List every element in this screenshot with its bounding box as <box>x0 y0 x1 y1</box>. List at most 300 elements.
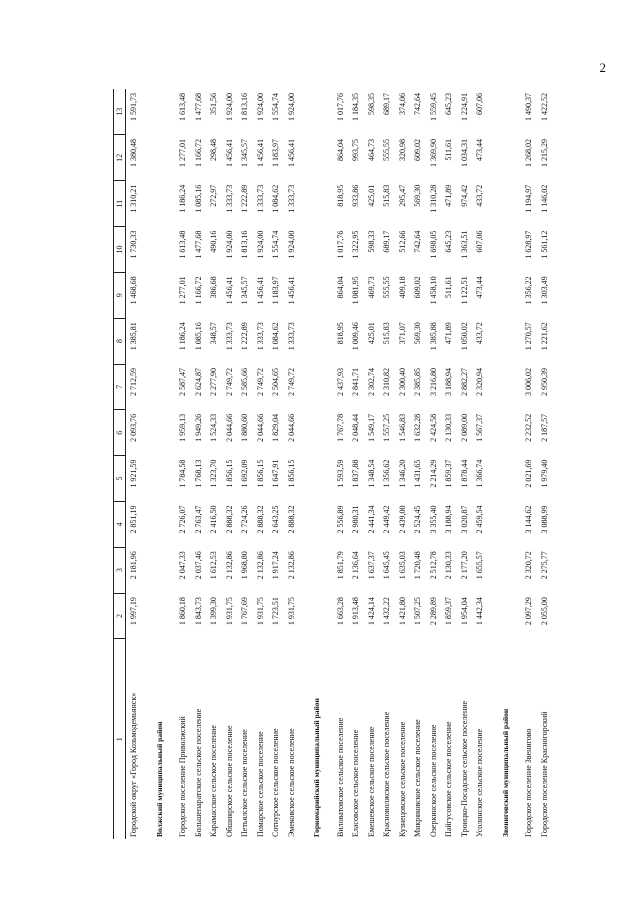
value-cell: 1 784,58 <box>178 459 188 488</box>
value-cell: 1 366,74 <box>475 459 485 488</box>
settlement-name: Микряковское сельское поселение <box>413 719 423 837</box>
value-cell: 295,47 <box>397 184 407 207</box>
table-row <box>521 89 537 839</box>
value-cell: 1 333,73 <box>224 184 234 213</box>
value-cell: 2 055,00 <box>539 597 549 626</box>
value-cell: 609,02 <box>413 138 423 161</box>
value-cell: 2 882,27 <box>459 368 469 397</box>
settlement-name: Еласовское сельское поселение <box>351 729 361 837</box>
column-header: 6 <box>114 410 126 456</box>
value-cell: 2 585,66 <box>240 368 250 397</box>
settlement-name: Виловатовское сельское поселение <box>335 717 345 837</box>
value-cell: 1 507,25 <box>413 597 423 626</box>
value-cell: 1 356,22 <box>524 276 534 305</box>
table-row <box>426 89 442 839</box>
value-cell: 433,72 <box>475 322 485 345</box>
value-cell: 598,35 <box>366 93 376 115</box>
value-cell: 1 166,72 <box>193 138 203 167</box>
value-cell: 2 302,74 <box>366 368 376 397</box>
value-cell: 1 431,65 <box>413 459 423 488</box>
spacer-cell <box>167 89 175 839</box>
value-cell: 2 587,47 <box>178 368 188 397</box>
value-cell: 607,06 <box>475 93 485 115</box>
spacer-row <box>325 89 333 839</box>
value-cell: 512,66 <box>397 230 407 253</box>
value-cell: 1 268,02 <box>524 138 534 167</box>
table-row <box>191 89 207 839</box>
column-header: 11 <box>114 181 126 227</box>
value-cell: 1 456,41 <box>255 276 265 305</box>
column-header: 1 <box>114 639 126 839</box>
table-header-row <box>114 89 126 839</box>
value-cell: 1 829,04 <box>271 413 281 442</box>
value-cell: 511,61 <box>444 138 454 161</box>
value-cell: 1 924,00 <box>286 93 296 121</box>
value-cell: 1 456,41 <box>286 276 296 305</box>
value-cell: 689,17 <box>382 93 392 115</box>
value-cell: 2 093,76 <box>129 413 139 442</box>
value-cell: 2 749,72 <box>286 368 296 397</box>
settlement-name: Красноволжское сельское поселение <box>382 711 392 837</box>
spacer-row <box>167 89 175 839</box>
value-cell: 2 187,57 <box>539 413 549 442</box>
value-cell: 2 441,34 <box>366 505 376 534</box>
value-cell: 2 232,52 <box>524 413 534 442</box>
value-cell: 1 917,24 <box>271 551 281 580</box>
value-cell: 2 320,94 <box>475 368 485 397</box>
value-cell: 2 130,33 <box>444 413 454 442</box>
value-cell: 2 136,64 <box>351 551 361 580</box>
value-cell: 1 931,75 <box>224 597 234 626</box>
value-cell: 645,23 <box>444 93 454 115</box>
value-cell: 569,30 <box>413 184 423 207</box>
table-row <box>537 89 553 839</box>
value-cell: 1 632,28 <box>413 413 423 442</box>
value-cell: 2 512,78 <box>428 551 438 580</box>
value-cell: 1 954,04 <box>459 597 469 626</box>
spacer-row <box>142 89 150 839</box>
page-number: 2 <box>599 60 606 75</box>
value-cell: 933,86 <box>351 184 361 207</box>
value-cell: 2 749,72 <box>255 368 265 397</box>
value-cell: 1 084,62 <box>271 322 281 351</box>
settlement-name: Обшиярское сельское поселение <box>224 725 234 837</box>
spacer-cell <box>513 89 521 839</box>
value-cell: 1 720,48 <box>413 551 423 580</box>
value-cell: 2 044,66 <box>255 413 265 442</box>
value-cell: 515,83 <box>382 322 392 345</box>
value-cell: 2 416,50 <box>209 505 219 534</box>
value-cell: 1 422,52 <box>539 93 549 121</box>
value-cell: 1 222,89 <box>240 184 250 213</box>
value-cell: 2 277,90 <box>209 368 219 397</box>
value-cell: 272,97 <box>209 184 219 207</box>
value-cell: 2 888,32 <box>286 505 296 534</box>
value-cell: 1 968,80 <box>240 551 250 580</box>
value-cell: 598,33 <box>366 230 376 253</box>
value-cell: 864,04 <box>335 276 345 299</box>
value-cell: 1 997,19 <box>129 597 139 626</box>
value-cell: 1 637,37 <box>366 551 376 580</box>
value-cell: 1 924,00 <box>255 93 265 121</box>
section-title: Волжский муниципальный район <box>154 721 164 837</box>
settlement-name: Помарское сельское поселение <box>255 731 265 837</box>
value-cell: 1 017,76 <box>335 230 345 259</box>
value-cell: 1 612,53 <box>209 551 219 580</box>
value-cell: 1 477,68 <box>193 230 203 259</box>
settlement-name: Сотнурское сельское поселение <box>271 728 281 837</box>
value-cell: 1 186,24 <box>178 322 188 351</box>
value-cell: 2 524,45 <box>413 505 423 534</box>
settlement-name: Кузнецовское сельское поселение <box>397 721 407 837</box>
value-cell: 386,68 <box>209 276 219 299</box>
value-cell: 1 663,28 <box>335 597 345 626</box>
value-cell: 473,44 <box>475 138 485 161</box>
value-cell: 1 924,00 <box>286 230 296 259</box>
value-cell: 1 017,76 <box>335 93 345 121</box>
value-cell: 1 949,26 <box>193 413 203 442</box>
value-cell: 464,73 <box>366 138 376 161</box>
value-cell: 1 924,00 <box>224 230 234 259</box>
value-cell: 1 456,41 <box>224 138 234 167</box>
value-cell: 1 385,81 <box>129 322 139 351</box>
value-cell: 818,95 <box>335 184 345 207</box>
value-cell: 2 385,85 <box>413 368 423 397</box>
table-row <box>457 89 473 839</box>
value-cell: 2 980,31 <box>351 505 361 534</box>
value-cell: 1 856,15 <box>224 459 234 488</box>
value-cell: 2 556,89 <box>335 505 345 534</box>
value-cell: 433,72 <box>475 184 485 207</box>
value-cell: 1 333,73 <box>255 184 265 213</box>
value-cell: 1 468,68 <box>129 276 139 305</box>
value-cell: 2 724,26 <box>240 505 250 534</box>
settlement-name: Усолинское сельское поселение <box>475 728 485 837</box>
value-cell: 1 345,57 <box>240 276 250 305</box>
column-header: 7 <box>114 364 126 410</box>
rotated-table-container <box>113 89 549 839</box>
value-cell: 473,44 <box>475 276 485 299</box>
value-cell: 1 081,95 <box>351 276 361 305</box>
value-cell: 511,61 <box>444 276 454 299</box>
value-cell: 2 275,77 <box>539 551 549 580</box>
value-cell: 1 859,37 <box>444 459 454 488</box>
spacer-cell <box>142 89 150 839</box>
value-cell: 2 459,54 <box>475 505 485 534</box>
value-cell: 3 188,94 <box>444 368 454 397</box>
value-cell: 1 310,21 <box>129 184 139 213</box>
spacer-row <box>488 89 496 839</box>
settlement-name: Городское поселение Красногорский <box>539 711 549 837</box>
value-cell: 320,98 <box>397 138 407 161</box>
table-row <box>206 89 222 839</box>
value-cell: 1 559,45 <box>428 93 438 121</box>
value-cell: 1 222,89 <box>240 322 250 351</box>
value-cell: 1 843,73 <box>193 597 203 626</box>
value-cell: 2 726,07 <box>178 505 188 534</box>
value-cell: 1 277,01 <box>178 138 188 167</box>
value-cell: 3 355,40 <box>428 505 438 534</box>
value-cell: 2 097,29 <box>524 597 534 626</box>
value-cell: 1 851,79 <box>335 551 345 580</box>
value-cell: 2 300,40 <box>397 368 407 397</box>
value-cell: 2 047,33 <box>178 551 188 580</box>
value-cell: 1 647,91 <box>271 459 281 488</box>
value-cell: 1 194,97 <box>524 184 534 213</box>
value-cell: 2 132,86 <box>224 551 234 580</box>
column-header: 8 <box>114 318 126 364</box>
value-cell: 1 813,16 <box>240 230 250 259</box>
value-cell: 1 921,59 <box>129 459 139 488</box>
column-header: 5 <box>114 456 126 502</box>
value-cell: 2 089,00 <box>459 413 469 442</box>
value-cell: 1 456,41 <box>255 138 265 167</box>
value-cell: 689,17 <box>382 230 392 253</box>
table-row <box>364 89 380 839</box>
value-cell: 2 289,89 <box>428 597 438 626</box>
value-cell: 1 303,49 <box>539 276 549 305</box>
column-header: 2 <box>114 593 126 639</box>
value-cell: 1 380,48 <box>129 138 139 167</box>
value-cell: 371,07 <box>397 322 407 345</box>
value-cell: 1 034,31 <box>459 138 469 167</box>
value-cell: 1 050,02 <box>459 322 469 351</box>
value-cell: 1 913,48 <box>351 597 361 626</box>
spacer-cell <box>488 89 496 839</box>
value-cell: 1 322,95 <box>351 230 361 259</box>
value-cell: 2 763,47 <box>193 505 203 534</box>
value-cell: 1 477,68 <box>193 93 203 121</box>
value-cell: 1 369,90 <box>428 138 438 167</box>
value-cell: 2 310,82 <box>382 368 392 397</box>
value-cell: 1 979,40 <box>539 459 549 488</box>
value-cell: 1 959,13 <box>178 413 188 442</box>
value-cell: 2 424,58 <box>428 413 438 442</box>
value-cell: 569,30 <box>413 322 423 345</box>
value-cell: 1 593,59 <box>335 459 345 488</box>
table-row <box>237 89 253 839</box>
value-cell: 1 421,80 <box>397 597 407 626</box>
value-cell: 609,02 <box>413 276 423 299</box>
table-row <box>379 89 395 839</box>
value-cell: 607,06 <box>475 230 485 253</box>
value-cell: 1 348,54 <box>366 459 376 488</box>
value-cell: 2 624,87 <box>193 368 203 397</box>
value-cell: 974,42 <box>459 184 469 207</box>
value-cell: 1 345,57 <box>240 138 250 167</box>
table-row <box>441 89 457 839</box>
value-cell: 2 320,72 <box>524 551 534 580</box>
value-cell: 1 859,37 <box>444 597 454 626</box>
value-cell: 993,75 <box>351 138 361 161</box>
value-cell: 555,55 <box>382 138 392 161</box>
value-cell: 2 214,29 <box>428 459 438 488</box>
value-cell: 2 950,39 <box>539 368 549 397</box>
value-cell: 3 188,94 <box>444 505 454 534</box>
value-cell: 1 363,51 <box>459 230 469 259</box>
value-cell: 1 557,25 <box>382 413 392 442</box>
column-header: 3 <box>114 547 126 593</box>
settlement-name: Городское поселение Звенигово <box>524 728 534 837</box>
value-cell: 1 221,62 <box>539 322 549 351</box>
value-cell: 555,55 <box>382 276 392 299</box>
value-cell: 1 878,44 <box>459 459 469 488</box>
value-cell: 1 399,30 <box>209 597 219 626</box>
spacer-row <box>299 89 307 839</box>
column-header: 12 <box>114 135 126 181</box>
column-header: 13 <box>114 89 126 135</box>
value-cell: 2 841,71 <box>351 368 361 397</box>
value-cell: 1 442,34 <box>475 597 485 626</box>
value-cell: 742,64 <box>413 93 423 115</box>
value-cell: 409,18 <box>397 276 407 299</box>
value-cell: 2 044,66 <box>286 413 296 442</box>
value-cell: 2 048,44 <box>351 413 361 442</box>
value-cell: 1 215,29 <box>539 138 549 167</box>
value-cell: 1 561,12 <box>539 230 549 259</box>
value-cell: 864,04 <box>335 138 345 161</box>
settlement-name: Петьялское сельское поселение <box>240 729 250 837</box>
value-cell: 351,56 <box>209 93 219 115</box>
value-cell: 1 767,78 <box>335 413 345 442</box>
value-cell: 1 186,24 <box>178 184 188 213</box>
value-cell: 1 084,62 <box>271 184 281 213</box>
value-cell: 1 613,48 <box>178 230 188 259</box>
table-row <box>253 89 269 839</box>
value-cell: 1 333,73 <box>286 184 296 213</box>
value-cell: 471,89 <box>444 184 454 207</box>
section-row <box>150 89 168 839</box>
value-cell: 1 224,91 <box>459 93 469 121</box>
value-cell: 1 009,46 <box>351 322 361 351</box>
spacer-cell <box>325 89 333 839</box>
value-cell: 2 130,33 <box>444 551 454 580</box>
value-cell: 471,89 <box>444 322 454 345</box>
value-cell: 3 144,62 <box>524 505 534 534</box>
value-cell: 1 146,02 <box>539 184 549 213</box>
value-cell: 2 044,66 <box>224 413 234 442</box>
value-cell: 1 183,97 <box>271 138 281 167</box>
value-cell: 1 323,70 <box>209 459 219 488</box>
value-cell: 2 437,93 <box>335 368 345 397</box>
value-cell: 742,64 <box>413 230 423 253</box>
value-cell: 1 591,73 <box>129 93 139 121</box>
section-row <box>496 89 514 839</box>
settlement-name: Городское поселение Приволжский <box>178 716 188 837</box>
column-header: 10 <box>114 227 126 273</box>
value-cell: 2 504,65 <box>271 368 281 397</box>
value-cell: 490,16 <box>209 230 219 253</box>
table-row <box>284 89 300 839</box>
settlement-name: Пайгусовское сельское поселение <box>444 721 454 837</box>
value-cell: 1 085,16 <box>193 184 203 213</box>
settlement-name: Троицко-Посадское сельское поселение <box>459 700 469 837</box>
table-row <box>395 89 411 839</box>
value-cell: 2 132,86 <box>286 551 296 580</box>
value-cell: 2 851,19 <box>129 505 139 534</box>
value-cell: 1 723,51 <box>271 597 281 626</box>
value-cell: 1 692,09 <box>240 459 250 488</box>
settlement-name: Озеркинское сельское поселение <box>428 724 438 837</box>
value-cell: 1 813,16 <box>240 93 250 121</box>
value-cell: 1 524,33 <box>209 413 219 442</box>
value-cell: 2 177,20 <box>459 551 469 580</box>
value-cell: 1 458,10 <box>428 276 438 305</box>
value-cell: 1 166,72 <box>193 276 203 305</box>
value-cell: 1 924,00 <box>224 93 234 121</box>
value-cell: 2 439,00 <box>397 505 407 534</box>
value-cell: 1 333,73 <box>255 322 265 351</box>
value-cell: 1 837,88 <box>351 459 361 488</box>
value-cell: 1 880,60 <box>240 413 250 442</box>
column-header: 9 <box>114 272 126 318</box>
value-cell: 1 490,37 <box>524 93 534 121</box>
value-cell: 1 655,57 <box>475 551 485 580</box>
value-cell: 3 020,87 <box>459 505 469 534</box>
table-row <box>126 89 142 839</box>
value-cell: 1 333,73 <box>224 322 234 351</box>
value-cell: 2 712,59 <box>129 368 139 397</box>
table-body <box>126 89 553 839</box>
value-cell: 2 021,69 <box>524 459 534 488</box>
value-cell: 1 310,28 <box>428 184 438 213</box>
value-cell: 2 888,32 <box>255 505 265 534</box>
value-cell: 1 432,22 <box>382 597 392 626</box>
table-row <box>348 89 364 839</box>
value-cell: 2 888,32 <box>224 505 234 534</box>
value-cell: 1 385,88 <box>428 322 438 351</box>
table-row <box>410 89 426 839</box>
value-cell: 469,73 <box>366 276 376 299</box>
value-cell: 1 085,16 <box>193 322 203 351</box>
value-cell: 1 277,01 <box>178 276 188 305</box>
value-cell: 1 333,73 <box>286 322 296 351</box>
value-cell: 1 635,03 <box>397 551 407 580</box>
value-cell: 3 006,02 <box>524 368 534 397</box>
value-cell: 425,01 <box>366 322 376 345</box>
value-cell: 1 549,17 <box>366 413 376 442</box>
value-cell: 818,95 <box>335 322 345 345</box>
section-title: Горномарийский муниципальный район <box>312 698 322 837</box>
settlement-name: Эмековское сельское поселение <box>286 728 296 837</box>
column-header: 4 <box>114 501 126 547</box>
spacer-row <box>513 89 521 839</box>
value-cell: 1 546,83 <box>397 413 407 442</box>
value-cell: 1 356,62 <box>382 459 392 488</box>
table-row <box>333 89 349 839</box>
table-row <box>175 89 191 839</box>
value-cell: 1 456,41 <box>286 138 296 167</box>
value-cell: 1 613,48 <box>178 93 188 121</box>
value-cell: 1 424,14 <box>366 597 376 626</box>
value-cell: 2 749,72 <box>224 368 234 397</box>
value-cell: 2 449,42 <box>382 505 392 534</box>
section-title: Звениговский муниципальный район <box>500 708 510 837</box>
value-cell: 1 645,45 <box>382 551 392 580</box>
value-cell: 1 456,41 <box>224 276 234 305</box>
value-cell: 1 767,69 <box>240 597 250 626</box>
value-cell: 1 628,97 <box>524 230 534 259</box>
value-cell: 645,23 <box>444 230 454 253</box>
value-cell: 1 567,37 <box>475 413 485 442</box>
table-row <box>268 89 284 839</box>
value-cell: 298,48 <box>209 138 219 161</box>
value-cell: 374,06 <box>397 93 407 115</box>
table-row <box>472 89 488 839</box>
value-cell: 1 730,33 <box>129 230 139 259</box>
value-cell: 3 216,80 <box>428 368 438 397</box>
value-cell: 3 088,99 <box>539 505 549 534</box>
